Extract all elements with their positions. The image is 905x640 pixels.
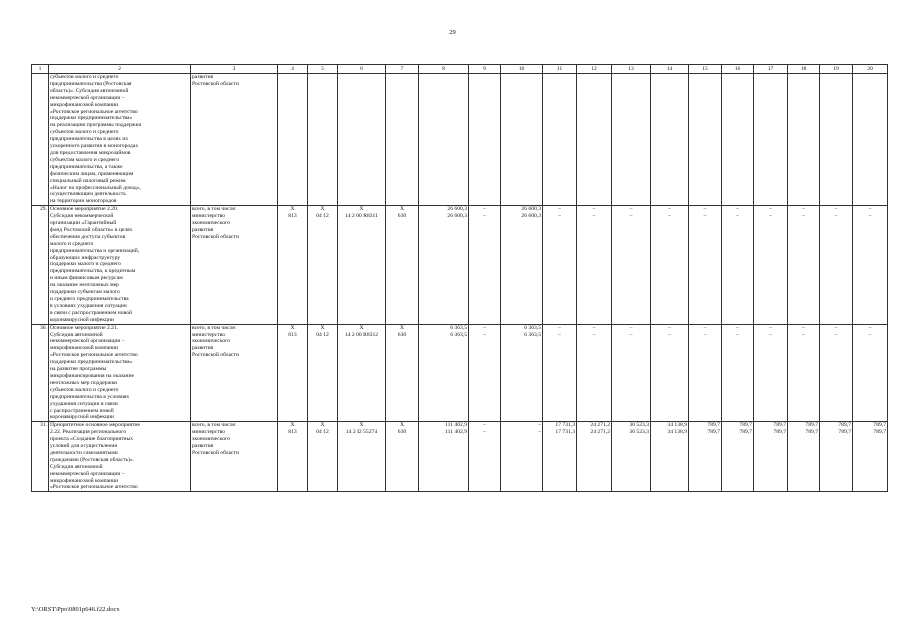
year-amount-ministry: –: [769, 331, 772, 338]
year-amount-total: 789,7: [805, 422, 818, 429]
year-amount: [820, 324, 853, 422]
executor-ministry: развития: [192, 226, 214, 233]
text-line: «Ростовское региональное агентство: [50, 352, 138, 359]
year-amount: [651, 422, 689, 492]
executor-total: всего, в том числе:: [192, 422, 237, 429]
column-header: 12: [577, 65, 612, 74]
rzpr-code-total: X: [320, 324, 325, 331]
grbs-code-ministry: 813: [288, 213, 297, 220]
text-line: малого и среднего: [50, 240, 94, 247]
year-amount: [689, 324, 722, 422]
text-line: гражданами (Ростовская область)».: [50, 456, 135, 463]
text-line: на территории моногородов: [50, 198, 117, 205]
year-amount-ministry: 789,7: [805, 429, 818, 436]
year-amount-ministry: 17 731,3: [555, 429, 575, 436]
rzpr-code: [308, 324, 338, 422]
text-line: ускоренного развития в моногородах: [50, 143, 139, 150]
year-amount-ministry: –: [736, 213, 739, 220]
text-line: Основное мероприятие 2.21.: [50, 324, 119, 331]
year-amount-ministry: 34 138,9: [667, 429, 687, 436]
executor: [191, 422, 278, 492]
rzpr-code: [308, 206, 338, 324]
text-line: некоммерческой организации –: [50, 470, 125, 477]
year-amount-total: –: [736, 324, 739, 331]
year-amount: [853, 324, 888, 422]
year-amount-total: –: [868, 206, 872, 213]
total-amount-total: 6 363,5: [450, 324, 467, 331]
table-row: [32, 206, 888, 324]
csr-code-ministry: 14 2 00 R8312: [344, 331, 379, 338]
text-line: микрофинансовой компании: [50, 345, 119, 352]
empty-cell: [386, 74, 419, 206]
column-header: 17: [754, 65, 788, 74]
executor-total: всего, в том числе:: [192, 324, 237, 331]
executor-ministry: экономического: [192, 338, 230, 345]
column-header: 7: [386, 65, 419, 74]
empty-cell: [419, 74, 469, 206]
text-line: «Ростовское региональное агентство: [50, 108, 138, 115]
text-line: проекта «Создание благоприятных: [50, 436, 134, 443]
text-line: поддержки малого и среднего: [50, 261, 121, 268]
year-amount-total: –: [703, 324, 707, 331]
text-line: на оказание неотложных мер: [50, 282, 119, 289]
column-header: 6: [338, 65, 386, 74]
vr-code-total: X: [399, 206, 405, 213]
table-row: [32, 422, 888, 492]
text-line: «Налог на профессиональный доход»,: [50, 184, 141, 191]
year-amount: [754, 206, 788, 324]
year-amount-ministry: 789,7: [873, 429, 886, 436]
rzpr-code-ministry: 04 12: [316, 213, 329, 220]
vr-code: [386, 422, 419, 492]
csr-code: [338, 422, 386, 492]
year-amount-total: –: [802, 206, 805, 213]
text-line: предпринимательства (Ростовская: [50, 80, 132, 87]
total-amount: [419, 324, 469, 422]
text-line: поддержки субъектам малого: [50, 289, 120, 296]
vr-code-ministry: 630: [397, 429, 407, 436]
empty-cell: [689, 74, 722, 206]
text-line: организации «Гарантийный: [50, 220, 117, 227]
year-amount: [612, 324, 651, 422]
csr-code-total: X: [359, 422, 364, 429]
column-10: [501, 206, 543, 324]
year-amount: [754, 324, 788, 422]
year-amount-total: –: [629, 324, 633, 331]
year-amount-total: 789,7: [707, 422, 720, 429]
year-amount-ministry: –: [769, 213, 772, 220]
year-amount-total: –: [736, 206, 739, 213]
empty-cell: [308, 74, 338, 206]
text-line: некоммерческой организации –: [50, 94, 125, 101]
column-10-ministry: 6 363,5: [524, 331, 541, 338]
total-amount-total: 111 402,9: [445, 422, 467, 429]
column-10-ministry: –: [538, 429, 541, 436]
year-amount-total: 17 731,3: [555, 422, 575, 429]
year-amount-total: –: [868, 324, 872, 331]
text-line: субъектов малого и среднего: [50, 129, 119, 136]
year-amount: [577, 422, 612, 492]
year-amount: [612, 206, 651, 324]
year-amount-ministry: –: [592, 331, 596, 338]
year-amount: [689, 422, 722, 492]
executor-ministry: экономического: [192, 436, 230, 443]
column-9-ministry: –: [483, 331, 486, 338]
year-amount-total: –: [668, 206, 671, 213]
year-amount: [788, 324, 820, 422]
text-line: Субсидия автономной: [50, 463, 103, 470]
column-header: 3: [191, 65, 278, 74]
grbs-code-ministry: 813: [288, 331, 297, 338]
year-amount-total: –: [592, 206, 596, 213]
text-line: предпринимательства и организаций,: [50, 247, 140, 254]
empty-cell: [853, 74, 888, 206]
csr-code-total: X: [359, 206, 364, 213]
empty-cell: [651, 74, 689, 206]
executor-ministry: развития: [192, 443, 214, 450]
page-number: 29: [449, 29, 456, 36]
executor-ministry: Ростовской области: [192, 449, 239, 456]
text-line: деятельности самозанятыми: [50, 449, 118, 456]
year-amount-ministry: 789,7: [707, 429, 720, 436]
text-line: Субсидия автономной: [50, 331, 103, 338]
year-amount-ministry: 789,7: [838, 429, 851, 436]
year-amount-total: –: [629, 206, 633, 213]
text-line: в условиях ухудшения ситуации: [50, 302, 127, 309]
total-amount-ministry: 111 402,9: [445, 429, 467, 436]
text-line: на реализацию программы поддержки: [50, 122, 142, 129]
measure-name: [49, 74, 191, 206]
header-row: [32, 65, 888, 74]
year-amount-total: –: [834, 324, 838, 331]
text-line: коронавирусной инфекции: [50, 316, 114, 323]
year-amount-total: –: [668, 324, 671, 331]
empty-cell: [820, 74, 853, 206]
year-amount-ministry: –: [834, 331, 838, 338]
row-number: 31.: [32, 422, 49, 492]
column-9-ministry: –: [483, 213, 486, 220]
rzpr-code-ministry: 04 12: [316, 429, 329, 436]
column-9: [469, 422, 501, 492]
text-line: образующих инфраструктуру: [50, 254, 121, 261]
row-number: 30.: [32, 324, 49, 422]
empty-cell: [754, 74, 788, 206]
rzpr-code-total: X: [320, 206, 325, 213]
column-9-ministry: –: [483, 429, 486, 436]
text-line: микрофинансовой компании: [50, 477, 119, 484]
grbs-code: [278, 422, 308, 492]
text-line: осуществляющим деятельность: [50, 191, 126, 198]
text-line: на развитие программы: [50, 366, 107, 373]
year-amount: [543, 206, 577, 324]
year-amount: [754, 422, 788, 492]
year-amount-total: –: [558, 206, 561, 213]
text-line: обеспечения доступа субъектов: [50, 233, 126, 240]
year-amount: [820, 206, 853, 324]
executor-ministry: развития: [192, 345, 214, 352]
year-amount-total: –: [592, 324, 596, 331]
text-line: 2.22. Реализация регионального: [50, 429, 127, 436]
column-header: 1: [32, 65, 49, 74]
text-line: Приоритетное основное мероприятие: [50, 422, 141, 429]
year-amount: [853, 422, 888, 492]
column-9: [469, 324, 501, 422]
csr-code-ministry: 14 2 I2 55274: [345, 429, 378, 436]
year-amount-total: –: [769, 206, 772, 213]
footer-file-path: Y:\ORST\Ppo\0801p646.f22.docx: [31, 606, 120, 613]
year-amount-ministry: –: [668, 331, 671, 338]
year-amount-ministry: –: [802, 213, 805, 220]
year-amount-total: 24 271,2: [590, 422, 610, 429]
year-amount-ministry: 789,7: [739, 429, 752, 436]
year-amount-ministry: –: [868, 213, 872, 220]
year-amount-total: 789,7: [739, 422, 752, 429]
executor-ministry: экономического: [192, 220, 230, 227]
year-amount-total: 789,7: [773, 422, 786, 429]
executor-ministry: министерство: [192, 429, 226, 436]
vr-code-ministry: 630: [397, 213, 407, 220]
text-line: Основное мероприятие 2.20.: [50, 206, 119, 213]
rzpr-code-ministry: 04 12: [316, 331, 329, 338]
year-amount-ministry: –: [736, 331, 739, 338]
text-line: субъектам малого и среднего: [50, 156, 120, 163]
column-header: 20: [853, 65, 888, 74]
empty-cell: [278, 74, 308, 206]
column-9-total: –: [483, 324, 486, 331]
executor-ministry: министерство: [192, 331, 226, 338]
column-10: [501, 324, 543, 422]
column-header: 15: [689, 65, 722, 74]
text-line: фонд Ростовской области» в целях: [50, 226, 133, 233]
text-line: в связи с распространением новой: [50, 309, 132, 316]
column-9-total: –: [483, 206, 486, 213]
csr-code-total: X: [359, 324, 364, 331]
executor: [191, 206, 278, 324]
row-number: [32, 74, 49, 206]
text-line: физическим лицам, применяющим: [50, 170, 134, 177]
measure-name: [49, 206, 191, 324]
year-amount: [820, 422, 853, 492]
column-9: [469, 206, 501, 324]
year-amount-total: 789,7: [838, 422, 851, 429]
column-header: 14: [651, 65, 689, 74]
row-number: 29.: [32, 206, 49, 324]
measure-name: [49, 324, 191, 422]
empty-cell: [543, 74, 577, 206]
executor-ministry: министерство: [192, 213, 226, 220]
year-amount: [722, 422, 754, 492]
grbs-code-total: X: [290, 206, 295, 213]
executor-ministry: Ростовской области: [192, 233, 239, 240]
year-amount-ministry: –: [668, 213, 671, 220]
csr-code-ministry: 14 2 00 R8311: [345, 213, 378, 220]
year-amount: [788, 422, 820, 492]
year-amount-ministry: –: [558, 213, 561, 220]
executor: [191, 324, 278, 422]
total-amount-ministry: 6 363,5: [450, 331, 467, 338]
vr-code: [386, 206, 419, 324]
empty-cell: [338, 74, 386, 206]
text-line: Субсидия некоммерческой: [50, 213, 114, 220]
column-header: 9: [469, 65, 501, 74]
text-line: условий для осуществления: [50, 443, 117, 450]
empty-cell: [612, 74, 651, 206]
year-amount: [722, 206, 754, 324]
year-amount-ministry: 24 271,2: [590, 429, 610, 436]
column-10-total: 26 600,3: [521, 206, 541, 213]
text-line: для предоставления микрозаймов: [50, 149, 131, 156]
column-header: 18: [788, 65, 820, 74]
total-amount-total: 26 600,3: [447, 206, 467, 213]
column-header: 10: [501, 65, 543, 74]
total-amount: [419, 422, 469, 492]
executor-ministry: Ростовской области: [192, 352, 239, 359]
year-amount-total: 789,7: [873, 422, 886, 429]
year-amount-total: 30 523,3: [629, 422, 649, 429]
measure-name: [49, 422, 191, 492]
text-line: и среднего предпринимательства: [50, 296, 129, 302]
vr-code: [386, 324, 419, 422]
text-line: некоммерческой организации –: [50, 338, 125, 345]
column-header: 2: [49, 65, 191, 74]
year-amount-ministry: –: [629, 331, 633, 338]
text-line: Ростовской области: [192, 80, 239, 87]
year-amount: [788, 206, 820, 324]
year-amount-ministry: 30 523,3: [629, 429, 649, 436]
column-header: 8: [419, 65, 469, 74]
text-line: поддержки предпринимательства»: [50, 115, 133, 122]
empty-cell: [577, 74, 612, 206]
column-header: 16: [722, 65, 754, 74]
year-amount-ministry: –: [703, 331, 707, 338]
year-amount-total: –: [802, 324, 805, 331]
year-amount-total: –: [769, 324, 772, 331]
text-line: область)». Субсидия автономной: [50, 87, 129, 94]
column-header: 11: [543, 65, 577, 74]
year-amount: [577, 206, 612, 324]
text-line: с распространением новой: [50, 407, 114, 414]
column-header: 5: [308, 65, 338, 74]
executor-total: всего, в том числе:: [192, 206, 237, 213]
column-header: 13: [612, 65, 651, 74]
text-line: специальный налоговый режим: [50, 177, 126, 184]
vr-code-total: X: [399, 324, 405, 331]
vr-code-ministry: 630: [397, 331, 407, 338]
column-header: 4: [278, 65, 308, 74]
year-amount-ministry: –: [558, 331, 561, 338]
year-amount: [577, 324, 612, 422]
budget-table: [31, 64, 888, 492]
text-line: поддержки предпринимательства»: [50, 359, 133, 366]
text-line: развития: [192, 74, 214, 80]
text-line: неотложных мер поддержки: [50, 379, 118, 386]
table-row: [32, 324, 888, 422]
csr-code: [338, 324, 386, 422]
year-amount-ministry: 789,7: [773, 429, 786, 436]
empty-cell: [788, 74, 820, 206]
text-line: коронавирусной инфекции: [50, 414, 114, 421]
grbs-code-total: X: [290, 422, 295, 429]
grbs-code: [278, 206, 308, 324]
column-10: [501, 422, 543, 492]
column-10-total: –: [538, 422, 541, 429]
year-amount-ministry: –: [703, 213, 707, 220]
text-line: субъектов малого и среднего: [50, 74, 119, 80]
year-amount-ministry: –: [802, 331, 805, 338]
year-amount: [612, 422, 651, 492]
text-line: микрофинансовой компании: [50, 101, 119, 108]
column-header: 19: [820, 65, 853, 74]
year-amount: [651, 206, 689, 324]
year-amount-total: –: [703, 206, 707, 213]
grbs-code-ministry: 813: [288, 429, 297, 436]
empty-cell: [501, 74, 543, 206]
year-amount: [689, 206, 722, 324]
year-amount-ministry: –: [868, 331, 872, 338]
grbs-code: [278, 324, 308, 422]
empty-cell: [469, 74, 501, 206]
text-line: субъектов малого и среднего: [50, 386, 119, 393]
rzpr-code-total: X: [320, 422, 325, 429]
column-9-total: –: [483, 422, 486, 429]
year-amount-ministry: –: [592, 213, 596, 220]
table-row: [32, 74, 888, 206]
year-amount: [543, 422, 577, 492]
year-amount: [543, 324, 577, 422]
text-line: предпринимательства, к кредитным: [50, 268, 136, 275]
grbs-code-total: X: [290, 324, 295, 331]
year-amount-total: –: [834, 206, 838, 213]
year-amount-total: –: [558, 324, 561, 331]
text-line: предпринимательства, а также: [50, 163, 123, 170]
year-amount: [651, 324, 689, 422]
year-amount-ministry: –: [834, 213, 838, 220]
year-amount-total: 34 138,9: [667, 422, 687, 429]
rzpr-code: [308, 422, 338, 492]
text-line: и иным финансовым ресурсам: [50, 275, 123, 282]
text-line: ухудшения ситуации в связи: [50, 400, 118, 407]
csr-code: [338, 206, 386, 324]
total-amount-ministry: 26 600,3: [447, 213, 467, 220]
text-line: микрофинансирования на оказание: [50, 372, 134, 379]
column-10-total: 6 363,5: [524, 324, 541, 331]
year-amount: [853, 206, 888, 324]
year-amount: [722, 324, 754, 422]
total-amount: [419, 206, 469, 324]
text-line: предпринимательства в условиях: [50, 393, 130, 400]
year-amount-ministry: –: [629, 213, 633, 220]
column-10-ministry: 26 600,3: [521, 213, 541, 220]
vr-code-total: X: [399, 422, 405, 429]
empty-cell: [722, 74, 754, 206]
text-line: «Ростовское региональное агентство: [50, 484, 138, 491]
text-line: предпринимательства в целях их: [50, 136, 129, 143]
executor: [191, 74, 278, 206]
